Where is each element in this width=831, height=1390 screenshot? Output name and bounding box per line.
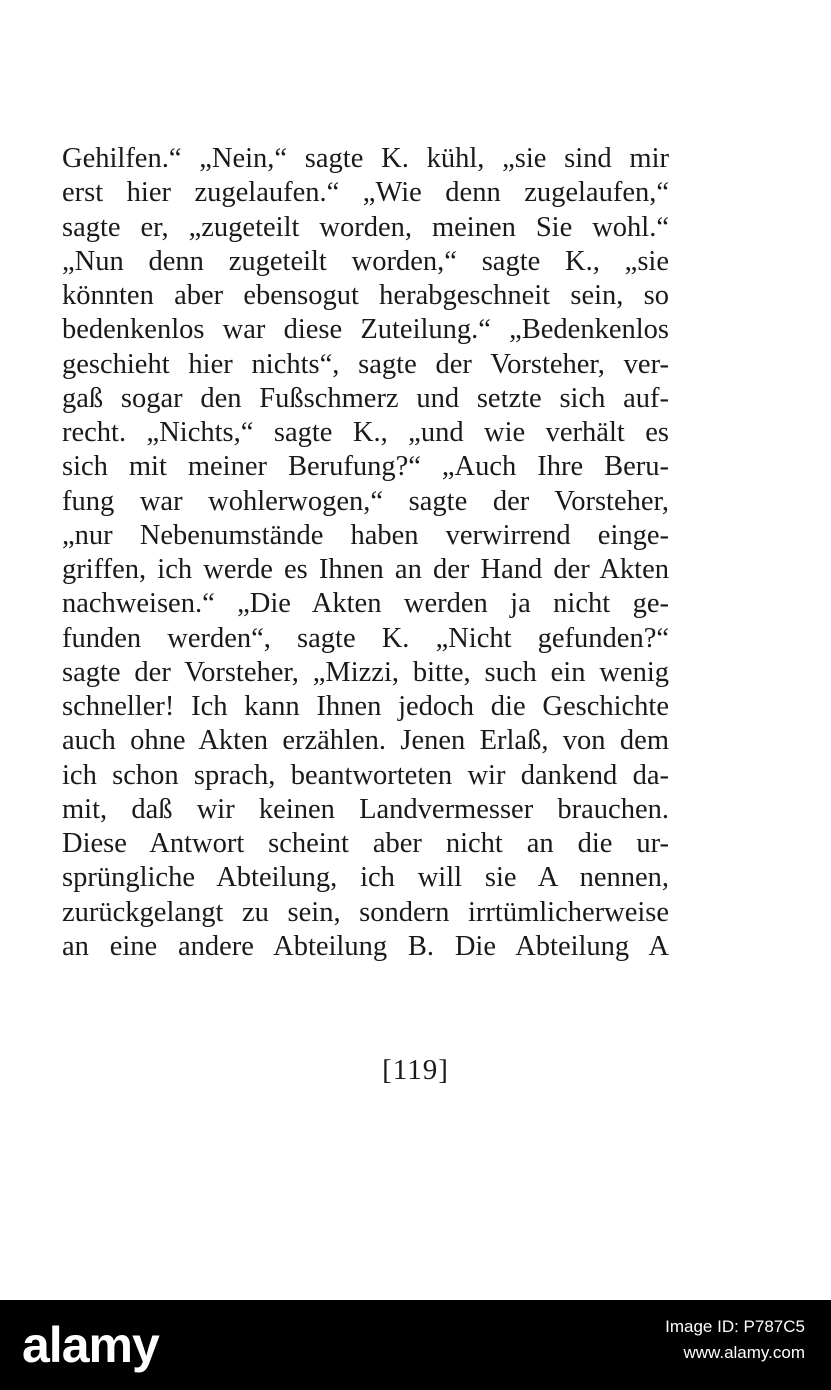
text-line: erst hier zugelaufen.“ „Wie denn zugelaufen,“	[62, 177, 669, 209]
text-line: sagte der Vorsteher, „Mizzi, bitte, such ein wenig	[62, 656, 669, 688]
text-line: nachweisen.“ „Die Akten werden ja nicht ge-	[62, 588, 669, 620]
text-line: schneller! Ich kann Ihnen jedoch die Geschichte	[62, 691, 669, 722]
text-line: gaß sogar den Fußschmerz und setzte sich auf-	[62, 382, 669, 414]
text-line: geschieht hier nichts“, sagte der Vorsteher, ver-	[62, 348, 669, 380]
text-line: auch ohne Akten erzählen. Jenen Erlaß, von dem	[62, 725, 669, 757]
text-line: „Nun denn zugeteilt worden,“ sagte K., „sie	[62, 245, 669, 277]
brand-logo: alamy	[22, 1317, 159, 1373]
text-line: bedenkenlos war diese Zuteilung.“ „Bedenkenlos	[62, 314, 669, 346]
image-id-block	[665, 1314, 805, 1366]
site-url: www.alamy.com	[683, 1343, 805, 1362]
body-text	[62, 142, 669, 964]
text-line: griffen, ich werde es Ihnen an der Hand der Akten	[62, 554, 669, 585]
text-line: sagte er, „zugeteilt worden, meinen Sie wohl.“	[62, 211, 669, 243]
text-line: Gehilfen.“ „Nein,“ sagte K. kühl, „sie sind mir	[62, 143, 669, 174]
text-line: an eine andere Abteilung B. Die Abteilung A	[62, 930, 669, 962]
text-line: „nur Nebenumstände haben verwirrend einge-	[62, 519, 669, 551]
text-line: sich mit meiner Berufung?“ „Auch Ihre Beru-	[62, 451, 669, 483]
text-line: sprüngliche Abteilung, ich will sie A nennen,	[62, 862, 669, 894]
text-line: mit, daß wir keinen Landvermesser brauchen.	[62, 793, 669, 825]
watermark-banner	[0, 1300, 831, 1390]
text-line: Diese Antwort scheint aber nicht an die ur-	[62, 828, 669, 859]
text-line: ich schon sprach, beantworteten wir dankend da-	[62, 759, 669, 791]
page-number: [119]	[382, 1054, 449, 1086]
text-line: fung war wohlerwogen,“ sagte der Vorsteher,	[62, 485, 669, 517]
text-line: zurückgelangt zu sein, sondern irrtümlicherweise	[62, 896, 669, 928]
text-line: könnten aber ebensogut herabgeschneit sein, so	[62, 280, 669, 311]
text-line: funden werden“, sagte K. „Nicht gefunden?“	[62, 622, 669, 654]
image-id-label: Image ID: P787C5	[665, 1317, 805, 1336]
text-line: recht. „Nichts,“ sagte K., „und wie verhält es	[62, 417, 669, 448]
